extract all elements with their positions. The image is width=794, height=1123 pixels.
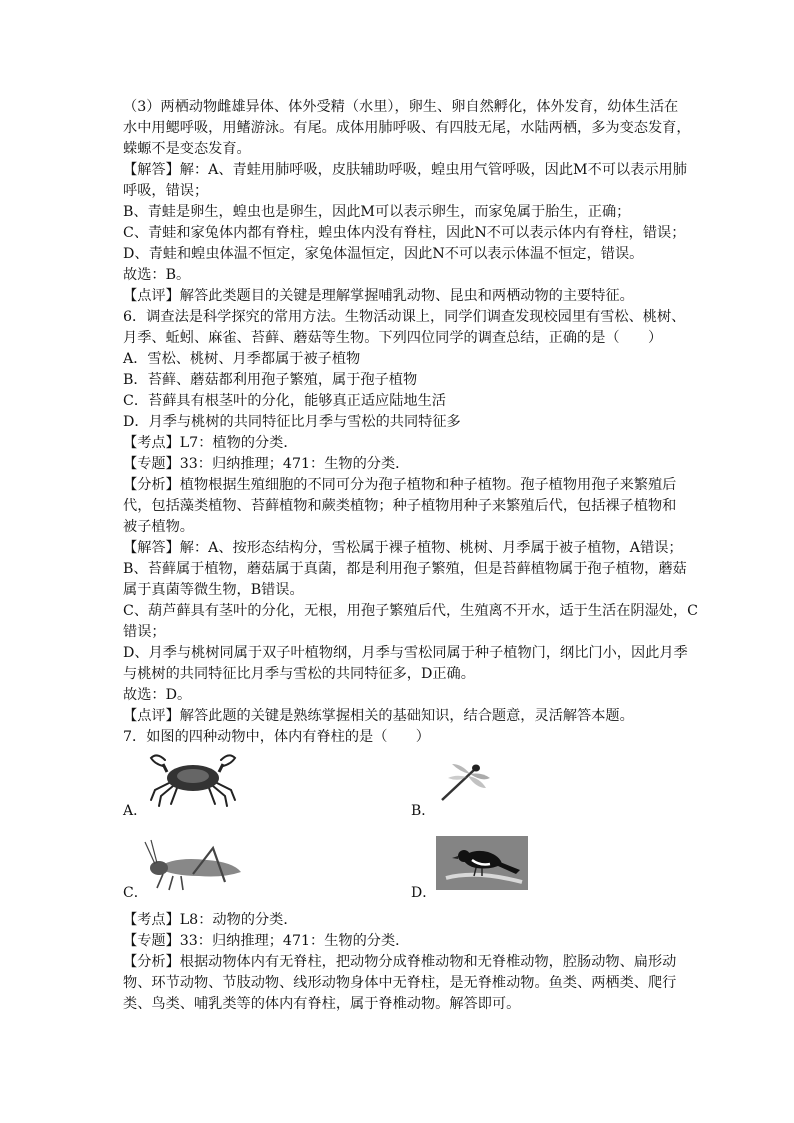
dragonfly-image <box>432 760 492 808</box>
body-text-line: 与桃树的共同特征比月季与雪松的共同特征多，D正确。 <box>123 666 475 682</box>
body-text-line: 【专题】33：归纳推理；471：生物的分类． <box>123 456 410 472</box>
analysis-text-line: 【专题】33：归纳推理；471：生物的分类． <box>123 933 410 949</box>
analysis-text-line: 类、鸟类、哺乳类等的体内有脊柱，属于脊椎动物。解答即可。 <box>123 996 521 1012</box>
body-text-line: 【解答】解：A、青蛙用肺呼吸，皮肤辅助呼吸，蝗虫用气管呼吸，因此M不可以表示用肺 <box>123 162 687 178</box>
body-text-line: （3）两栖动物雌雄异体、体外受精（水里），卵生、卵自然孵化，体外发育，幼体生活在 <box>123 99 679 115</box>
analysis-text-line: 物、环节动物、节肢动物、线形动物身体中无脊柱，是无脊椎动物。鱼类、两栖类、爬行 <box>123 975 677 991</box>
body-text-line: 6．调查法是科学探究的常用方法。生物活动课上，同学们调查发现校园里有雪松、桃树、 <box>123 309 686 325</box>
body-text-line: 【分析】植物根据生殖细胞的不同可分为孢子植物和种子植物。孢子植物用孢子来繁殖后 <box>123 477 677 493</box>
body-text-line: B、青蛙是卵生，蝗虫也是卵生，因此M可以表示卵生，而家兔属于胎生，正确； <box>123 204 631 220</box>
body-text-line: 蝾螈不是变态发育。 <box>123 141 251 157</box>
body-text-line: 属于真菌等微生物，B错误。 <box>123 582 304 598</box>
analysis-text-line: 【分析】根据动物体内有无脊柱，把动物分成脊椎动物和无脊椎动物，腔肠动物、扁形动 <box>123 954 677 970</box>
body-text-line: C、葫芦藓具有茎叶的分化，无根，用孢子繁殖后代，生殖离不开水，适于生活在阴湿处，C <box>123 603 699 619</box>
body-text-line: 月季、蚯蚓、麻雀、苔藓、蘑菇等生物。下列四位同学的调查总结，正确的是（ ） <box>123 330 663 346</box>
body-text-line: 【点评】解答此题的关键是熟练掌握相关的基础知识，结合题意，灵活解答本题。 <box>123 708 634 724</box>
body-text-line: 故选：D。 <box>123 687 192 703</box>
body-text-line: 代，包括藻类植物、苔藓植物和蕨类植物；种子植物用种子来繁殖后代，包括裸子植物和 <box>123 498 677 514</box>
body-text-line: B．苔藓、蘑菇都利用孢子繁殖，属于孢子植物 <box>123 372 418 388</box>
body-text-line: 【解答】解：A、按形态结构分，雪松属于裸子植物、桃树、月季属于被子植物，A错误； <box>123 540 683 556</box>
option-b-label: B． <box>411 803 436 819</box>
option-c-label: C． <box>123 885 148 901</box>
option-d-label: D． <box>411 885 437 901</box>
grasshopper-image <box>143 838 247 894</box>
body-text-line: 【考点】L7：植物的分类． <box>123 435 298 451</box>
question-text-top <box>123 97 699 748</box>
analysis-text-line: 【考点】L8：动物的分类． <box>123 912 298 928</box>
body-text-line: D、青蛙和蝗虫体温不恒定，家兔体温恒定，因此N不可以表示体温不恒定，错误。 <box>123 246 644 262</box>
body-text-line: 被子植物。 <box>123 519 194 535</box>
crab-image <box>147 750 239 810</box>
body-text-line: C、青蛙和家兔体内都有脊柱，蝗虫体内没有脊柱，因此N不可以表示体内有脊柱，错误； <box>123 225 686 241</box>
body-text-line: 呼吸，错误； <box>123 183 209 199</box>
bird-image <box>436 836 528 890</box>
body-text-line: C．苔藓具有根茎叶的分化，能够真正适应陆地生活 <box>123 393 446 409</box>
option-a-label: A． <box>123 803 148 819</box>
body-text-line: 7．如图的四种动物中，体内有脊柱的是（ ） <box>123 729 430 745</box>
body-text-line: 错误； <box>123 624 166 640</box>
body-text-line: A．雪松、桃树、月季都属于被子植物 <box>123 351 361 367</box>
body-text-line: 水中用鳃呼吸，用鳍游泳。有尾。成体用肺呼吸、有四肢无尾，水陆两栖，多为变态发育， <box>123 120 691 136</box>
body-text-line: 故选：B。 <box>123 267 191 283</box>
body-text-line: D．月季与桃树的共同特征比月季与雪松的共同特征多 <box>123 414 461 430</box>
body-text-line: 【点评】解答此类题目的关键是理解掌握哺乳动物、昆虫和两栖动物的主要特征。 <box>123 288 634 304</box>
body-text-line: D、月季与桃树同属于双子叶植物纲，月季与雪松同属于种子植物门，纲比门小，因此月季 <box>123 645 688 661</box>
body-text-line: B、苔藓属于植物，蘑菇属于真菌，都是利用孢子繁殖，但是苔藓植物属于孢子植物，蘑菇 <box>123 561 687 577</box>
question-text-bottom <box>123 910 683 1015</box>
